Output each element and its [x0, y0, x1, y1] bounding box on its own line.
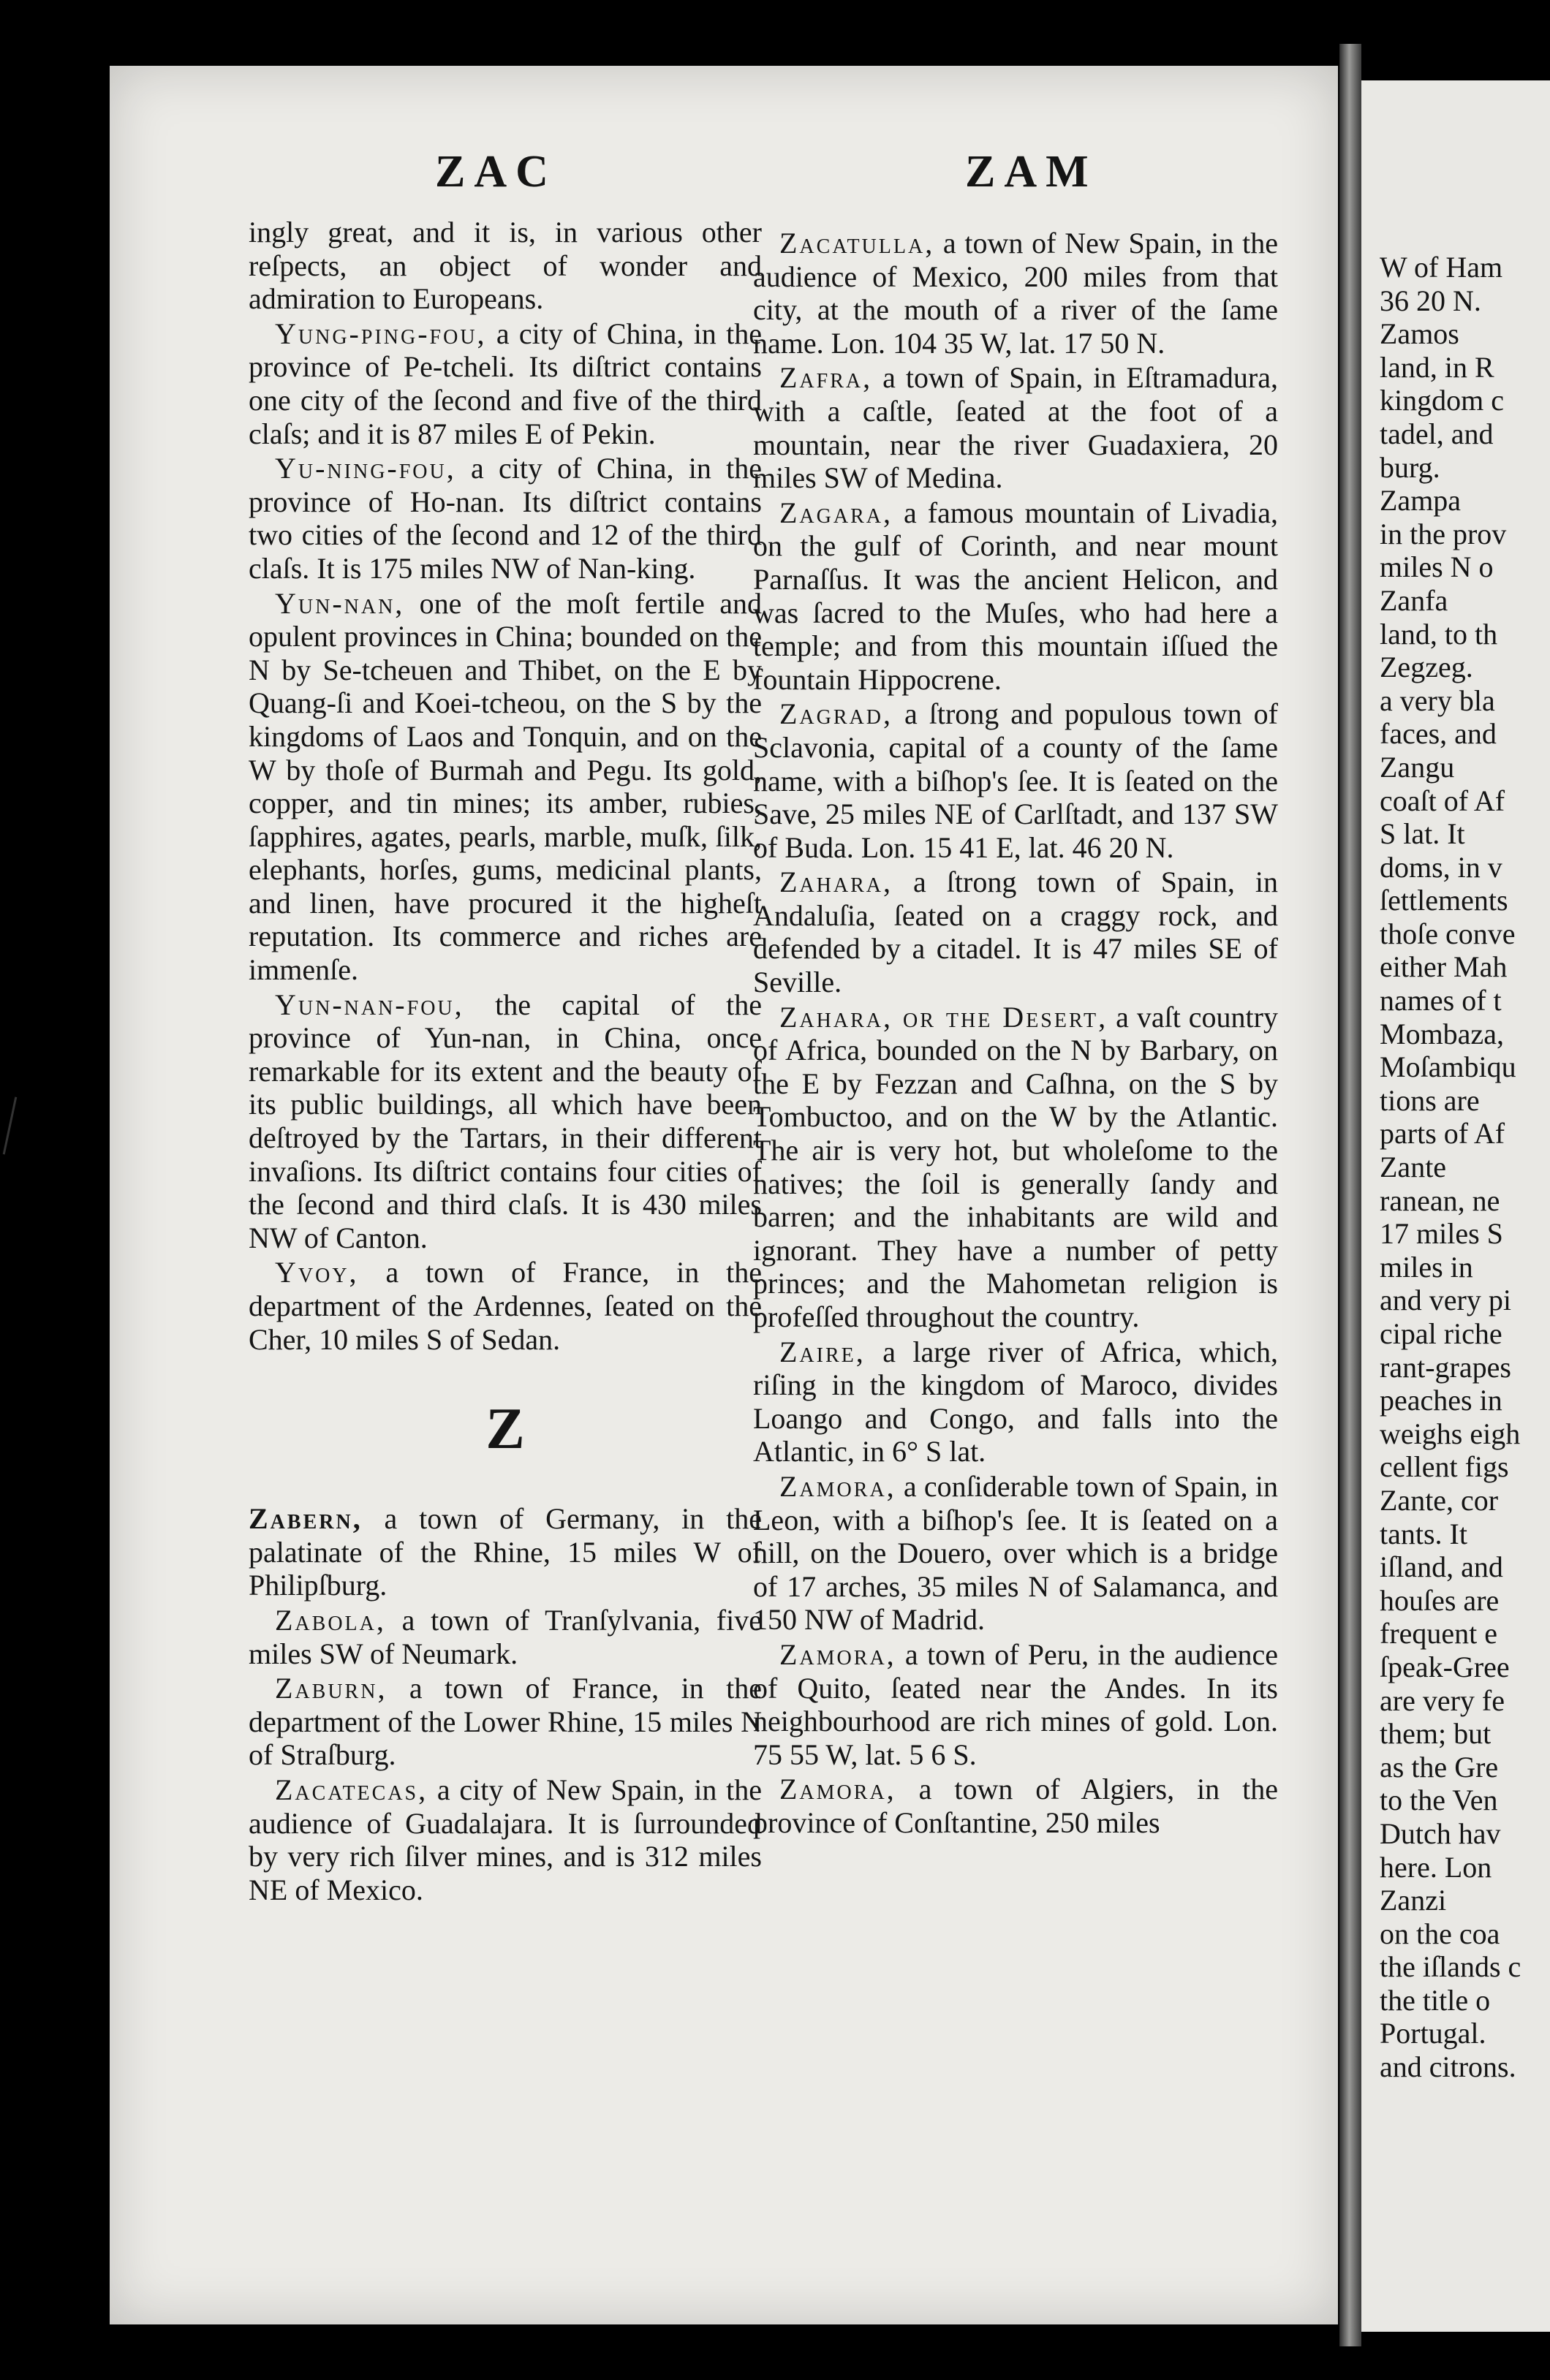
entry-text: a ſtrong town of Spain, in Andaluſia, ſeated on a craggy rock, and defended by a citadel. It is 47 miles SE of Seville. [753, 865, 1278, 999]
fragment-line: ſettlements [1380, 884, 1508, 917]
fragment-line: kingdom c [1380, 384, 1504, 417]
fragment-line: rant-grapes [1380, 1350, 1511, 1384]
fragment-line: parts of Af [1380, 1117, 1505, 1151]
fragment-line: cellent figs [1380, 1450, 1509, 1484]
fragment-line: Zanfa [1380, 583, 1448, 617]
entry-headword: Zamora, [779, 1773, 896, 1806]
entry-text: a town of New Spain, in the audience of Mexico, 200 miles from that city, at the mouth of a river of the ſame name. Lon. 104 35 W, lat. 17 50 N. [753, 227, 1278, 360]
running-head-left: ZAC [435, 147, 557, 197]
running-head-right: ZAM [965, 147, 1097, 197]
fragment-line: land, in R [1380, 350, 1494, 384]
fragment-line: houſes are [1380, 1583, 1500, 1617]
entry-text: a town of Tranſylvania, five miles SW of Neumark. [249, 1603, 762, 1670]
entry-headword: Yvoy, [275, 1256, 359, 1289]
gazetteer-entry [753, 1773, 1278, 1839]
fragment-line: 17 miles S [1380, 1217, 1503, 1251]
gazetteer-entry [249, 1502, 762, 1602]
entry-headword: Zafra, [779, 361, 873, 395]
entry-headword: Yun-nan-fou, [275, 988, 464, 1021]
entry-headword: Zacatecas, [275, 1773, 428, 1806]
fragment-line: miles in [1380, 1250, 1473, 1284]
gazetteer-entry [753, 1638, 1278, 1771]
entry-headword: Zagrad, [779, 697, 893, 731]
fragment-line: tions are [1380, 1083, 1480, 1117]
gazetteer-entry [249, 452, 762, 585]
right-page-text [1380, 251, 1550, 2084]
entry-text: a town of Spain, in Eſtramadura, with a caſtle, ſeated at the foot of a mountain, near the river Guadaxiera, 20 miles SW of Medina. [753, 361, 1278, 495]
entry-headword: Yu-ning-fou, [275, 452, 456, 485]
fragment-line: tadel, and [1380, 417, 1494, 450]
fragment-line: on the coa [1380, 1917, 1500, 1950]
entry-text: a city of New Spain, in the audience of Guadalajara. It is ſurrounded by very rich ſilver mines, and is 312 miles NE of Mexico. [249, 1773, 762, 1906]
right-page-fragment [1361, 80, 1550, 2332]
fragment-line: land, to th [1380, 617, 1498, 651]
fragment-line: Zamos [1380, 317, 1459, 351]
gazetteer-entry [249, 1256, 762, 1356]
entry-headword: Yun-nan, [275, 586, 405, 620]
gazetteer-entry [753, 1335, 1278, 1468]
entry-headword: Zahara, or the Desert, [779, 1000, 1108, 1034]
fragment-line: burg. [1380, 450, 1440, 484]
fragment-line: ſpeak-Gree [1380, 1650, 1510, 1683]
fragment-line: Zanzi [1380, 1884, 1447, 1917]
fragment-line: 36 20 N. [1380, 284, 1481, 317]
gazetteer-entry [753, 1001, 1278, 1334]
fragment-line: to the Ven [1380, 1784, 1498, 1817]
section-letter: Z [485, 1397, 525, 1462]
gazetteer-entry [753, 361, 1278, 494]
gazetteer-entry [753, 697, 1278, 864]
fragment-line: weighs eigh [1380, 1417, 1521, 1450]
fragment-line: a very bla [1380, 683, 1495, 717]
fragment-line: Moſambiqu [1380, 1050, 1516, 1084]
entry-text: ingly great, and it is, in various other reſpects, an object of wonder and admiration to Europeans. [249, 216, 762, 316]
fragment-line: ranean, ne [1380, 1183, 1500, 1217]
fragment-line: frequent e [1380, 1617, 1498, 1651]
fragment-line: cipal riche [1380, 1317, 1502, 1350]
entry-headword: Zabern, [249, 1502, 363, 1536]
entry-text: a town of Germany, in the palatinate of the Rhine, 15 miles W of Philipſburg. [249, 1502, 762, 1602]
gazetteer-entry [753, 1470, 1278, 1637]
fragment-line: and citrons. [1380, 2050, 1516, 2084]
gazetteer-entry [249, 1773, 762, 1906]
fragment-line: Zampa [1380, 484, 1462, 518]
fragment-line: W of Ham [1380, 251, 1503, 284]
fragment-line: doms, in v [1380, 850, 1502, 884]
fragment-line: either Mah [1380, 950, 1508, 984]
fragment-line: names of t [1380, 984, 1502, 1017]
entry-text: a city of China, in the province of Ho-nan. Its diſtrict contains two cities of the ſecond and 12 of the third claſs. It is 175 miles NW of Nan-king. [249, 452, 762, 585]
gazetteer-entry [753, 496, 1278, 697]
fragment-line: Zante, cor [1380, 1483, 1499, 1517]
fragment-line: here. Lon [1380, 1850, 1492, 1884]
entry-text: a town of France, in the department of the Lower Rhine, 15 miles N of Straſburg. [249, 1672, 762, 1772]
entry-text: one of the moſt fertile and opulent provinces in China; bounded on the N by Se-tcheuen and Thibet, on the E by Quang-ſi and Koei-tcheou, on the S by the kingdoms of Laos and Tonquin, and on the W by thoſe of Burmah and Pegu. Its gold, copper, and tin mines; its amber, rubies, ſapphires, agates, pearls, marble, muſk, ſilk, elephants, horſes, gums, medicinal plants, and linen, have procured it the higheſt reputation. Its commerce and riches are immenſe. [249, 586, 762, 987]
fragment-line: peaches in [1380, 1384, 1502, 1417]
fragment-line: thoſe conve [1380, 917, 1516, 950]
fragment-line: tants. It [1380, 1517, 1467, 1550]
entry-text: a town of France, in the department of the Ardennes, ſeated on the Cher, 10 miles S of Sedan. [249, 1256, 762, 1356]
gazetteer-entry [249, 988, 762, 1255]
gazetteer-entry [249, 317, 762, 450]
fragment-line: Zegzeg. [1380, 651, 1473, 684]
entry-text: a vaſt country of Africa, bounded on the N by Barbary, on the E by Fezzan and Caſhna, on the S by Tombuctoo, and on the W by the Atlantic. The air is very hot, but wholeſome to the natives; the ſoil is generally ſandy and barren; and the inhabitants are wild and ignorant. They have a number of petty princes; and the Mahometan religion is profeſſed throughout the country. [753, 1000, 1278, 1333]
gazetteer-entry [753, 865, 1278, 998]
fragment-line: as the Gre [1380, 1750, 1499, 1784]
entry-text: a city of China, in the province of Pe-tcheli. Its diſtrict contains one city of the ſecond and five of the third claſs; and it is 87 miles E of Pekin. [249, 317, 762, 450]
fragment-line: faces, and [1380, 717, 1497, 751]
book-gutter [1339, 44, 1361, 2346]
fragment-line: and very pi [1380, 1284, 1511, 1317]
fragment-line: in the prov [1380, 517, 1507, 550]
fragment-line: Portugal. [1380, 2017, 1486, 2050]
fragment-line: Dutch hav [1380, 1816, 1501, 1850]
entry-headword: Zahara, [779, 865, 893, 899]
entry-text: a conſiderable town of Spain, in Leon, with a biſhop's ſee. It is ſeated on a hill, on the Douero, over which is a bridge of 17 arches, 35 miles N of Salamanca, and 150 NW of Madrid. [753, 1469, 1278, 1637]
entry-headword: Zamora, [779, 1637, 896, 1671]
gazetteer-entry [249, 1604, 762, 1670]
entry-continuation [249, 216, 762, 316]
entry-text: a ſtrong and populous town of Sclavonia, capital of a county of the ſame name, with a biſhop's ſee. It is ſeated on the Save, 25 miles NE of Carlſtadt, and 137 SW of Buda. Lon. 15 41 E, lat. 46 20 N. [753, 697, 1278, 864]
fragment-line: coaſt of Af [1380, 784, 1505, 817]
fragment-line: Zante [1380, 1151, 1447, 1184]
fragment-line: are very fe [1380, 1683, 1505, 1717]
entry-text: the capital of the province of Yun-nan, in China, once remarkable for its extent and the beauty of its public buildings, all which have been deſtroyed by the Tartars, in their different invaſions. Its diſtrict contains four cities of the ſecond and third claſs. It is 430 miles NW of Canton. [249, 988, 762, 1254]
entry-headword: Zabola, [275, 1603, 386, 1637]
entry-headword: Zagara, [779, 496, 893, 529]
entry-text: a famous mountain of Livadia, on the gulf of Corinth, and near mount Parnaſſus. It was the ancient Helicon, and was ſacred to the Muſes, who had here a temple; and from this mountain iſſued the fountain Hippocrene. [753, 496, 1278, 696]
fragment-line: Zangu [1380, 750, 1455, 784]
entry-text: a town of Peru, in the audience of Quito, ſeated near the Andes. In its neighbourhood are rich mines of gold. Lon. 75 55 W, lat. 5 6 S. [753, 1637, 1278, 1771]
fragment-line: the iſlands c [1380, 1950, 1521, 1984]
fragment-line: them; but [1380, 1717, 1492, 1751]
entry-headword: Yung-ping-fou, [275, 317, 487, 350]
gazetteer-entry [753, 227, 1278, 360]
fragment-line: iſland, and [1380, 1550, 1503, 1584]
entry-text: a town of Algiers, in the province of Conſtantine, 250 miles [753, 1773, 1278, 1839]
entry-text: a large river of Africa, which, riſing in the kingdom of Maroco, divides Loango and Congo, and falls into the Atlantic, in 6° S lat. [753, 1335, 1278, 1468]
entry-headword: Zamora, [779, 1469, 896, 1503]
fragment-line: the title o [1380, 1983, 1491, 2017]
entry-headword: Zaire, [779, 1335, 866, 1368]
text-column-1 [249, 216, 762, 1908]
text-column-2 [753, 227, 1278, 1841]
gazetteer-entry [249, 1672, 762, 1772]
fragment-line: Mombaza, [1380, 1017, 1504, 1050]
entry-headword: Zacatulla, [779, 227, 935, 259]
entry-headword: Zaburn, [275, 1672, 388, 1705]
fragment-line: S lat. It [1380, 817, 1465, 851]
gazetteer-entry [249, 587, 762, 987]
fragment-line: miles N o [1380, 550, 1494, 584]
margin-mark [3, 1097, 18, 1155]
